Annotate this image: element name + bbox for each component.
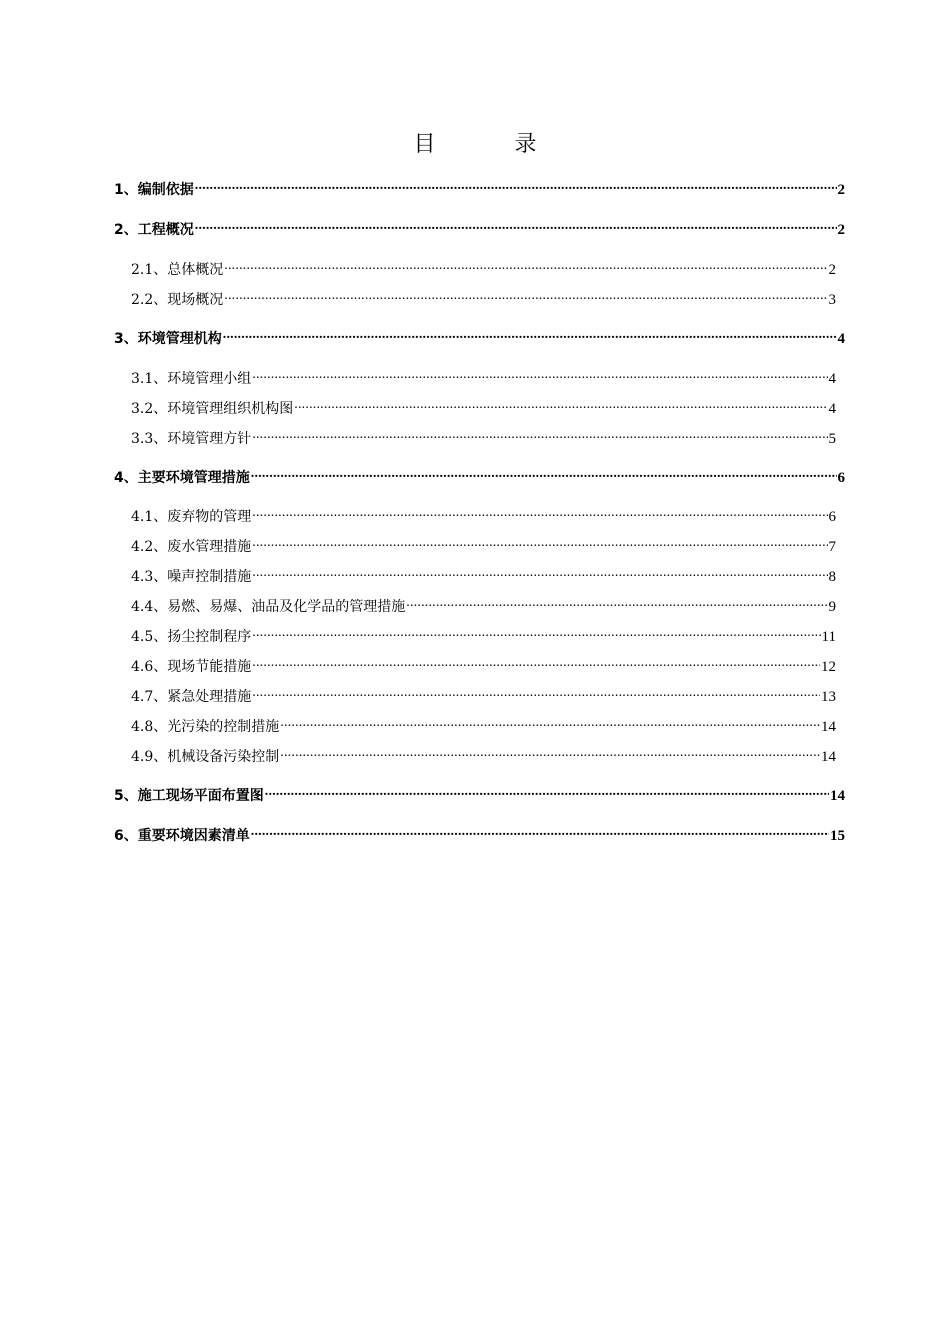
toc-entry-label: 5、施工现场平面布置图 xyxy=(114,788,264,804)
toc-page-number: 9 xyxy=(828,599,836,615)
toc-dot-leader xyxy=(252,363,827,383)
toc-entry-label: 4.7、紧急处理措施 xyxy=(131,689,252,705)
toc-page-number: 4 xyxy=(828,401,836,417)
toc-page-number: 2 xyxy=(837,182,845,198)
toc-entry-section[interactable] xyxy=(131,531,836,555)
toc-entry-label: 4.9、机械设备污染控制 xyxy=(131,749,280,765)
toc-page-number: 8 xyxy=(828,569,836,585)
toc-dot-leader xyxy=(251,820,829,840)
toc-dot-leader xyxy=(252,621,820,641)
toc-dot-leader xyxy=(252,423,827,443)
toc-dot-leader xyxy=(252,531,827,551)
toc-entry-section[interactable] xyxy=(131,561,836,585)
toc-entry-label: 4.3、噪声控制措施 xyxy=(131,569,252,585)
toc-page-number: 12 xyxy=(821,659,836,675)
toc-title: 目 录 xyxy=(413,132,573,157)
toc-entry-section[interactable] xyxy=(131,621,836,645)
toc-entry-section[interactable] xyxy=(131,423,836,447)
toc-page-number: 11 xyxy=(821,629,836,645)
toc-entry-label: 4.6、现场节能措施 xyxy=(131,659,252,675)
toc-entry-label: 4.8、光污染的控制措施 xyxy=(131,719,280,735)
toc-page-number: 6 xyxy=(828,509,836,525)
toc-page-number: 14 xyxy=(830,788,845,804)
toc-entry-label: 4.2、废水管理措施 xyxy=(131,539,252,555)
toc-dot-leader xyxy=(294,393,827,413)
toc-entry-label: 4、主要环境管理措施 xyxy=(114,470,250,486)
toc-dot-leader xyxy=(280,711,820,731)
toc-dot-leader xyxy=(195,214,837,234)
toc-dot-leader xyxy=(224,284,827,304)
toc-page-number: 15 xyxy=(830,828,845,844)
toc-entry-chapter[interactable] xyxy=(114,462,845,486)
toc-dot-leader xyxy=(265,780,829,800)
toc-entry-section[interactable] xyxy=(131,501,836,525)
toc-page-number: 14 xyxy=(821,719,836,735)
toc-dot-leader xyxy=(252,681,820,701)
toc-entry-chapter[interactable] xyxy=(114,174,845,198)
toc-entry-label: 3.1、环境管理小组 xyxy=(131,371,252,387)
toc-entry-label: 4.5、扬尘控制程序 xyxy=(131,629,252,645)
toc-entry-chapter[interactable] xyxy=(114,323,845,347)
toc-entry-section[interactable] xyxy=(131,254,836,278)
toc-dot-leader xyxy=(252,651,820,671)
toc-entry-label: 3.3、环境管理方针 xyxy=(131,431,252,447)
toc-entry-label: 3、环境管理机构 xyxy=(114,331,222,347)
toc-entry-section[interactable] xyxy=(131,681,836,705)
toc-entry-label: 3.2、环境管理组织机构图 xyxy=(131,401,294,417)
toc-entry-section[interactable] xyxy=(131,363,836,387)
toc-page-number: 14 xyxy=(821,749,836,765)
toc-page-number: 3 xyxy=(828,292,836,308)
toc-entry-label: 2.2、现场概况 xyxy=(131,292,224,308)
toc-page-number: 7 xyxy=(828,539,836,555)
toc-dot-leader xyxy=(195,174,837,194)
toc-entry-section[interactable] xyxy=(131,284,836,308)
toc-entry-label: 1、编制依据 xyxy=(114,182,194,198)
toc-dot-leader xyxy=(252,501,827,521)
toc-entry-chapter[interactable] xyxy=(114,214,845,238)
toc-entry-chapter[interactable] xyxy=(114,820,845,844)
toc-page-number: 6 xyxy=(837,470,845,486)
toc-entry-section[interactable] xyxy=(131,393,836,417)
toc-page-number: 4 xyxy=(828,371,836,387)
toc-page-number: 4 xyxy=(837,331,845,347)
toc-dot-leader xyxy=(280,741,820,761)
toc-entry-label: 6、重要环境因素清单 xyxy=(114,828,250,844)
toc-entry-label: 2.1、总体概况 xyxy=(131,262,224,278)
toc-page-number: 2 xyxy=(828,262,836,278)
toc-page-number: 5 xyxy=(828,431,836,447)
toc-dot-leader xyxy=(406,591,827,611)
toc-entry-section[interactable] xyxy=(131,591,836,615)
toc-page-number: 2 xyxy=(837,222,845,238)
toc-page-number: 13 xyxy=(821,689,836,705)
toc-entry-label: 2、工程概况 xyxy=(114,222,194,238)
toc-entry-label: 4.1、废弃物的管理 xyxy=(131,509,252,525)
toc-entry-label: 4.4、易燃、易爆、油品及化学品的管理措施 xyxy=(131,599,406,615)
toc-entry-chapter[interactable] xyxy=(114,780,845,804)
toc-dot-leader xyxy=(223,323,837,343)
toc-entry-section[interactable] xyxy=(131,651,836,675)
toc-entry-section[interactable] xyxy=(131,741,836,765)
toc-dot-leader xyxy=(252,561,827,581)
toc-dot-leader xyxy=(251,462,837,482)
toc-entry-section[interactable] xyxy=(131,711,836,735)
toc-dot-leader xyxy=(224,254,827,274)
